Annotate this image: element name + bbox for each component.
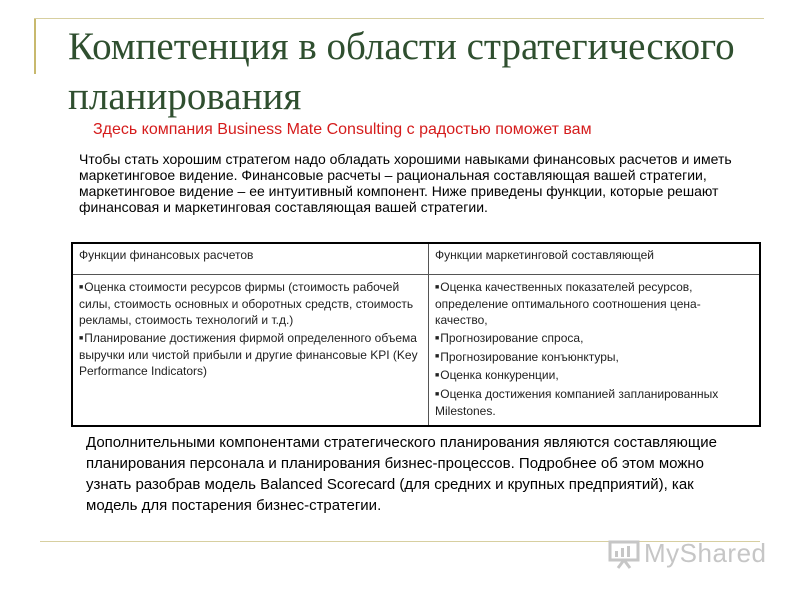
slide-subtitle: Здесь компания Business Mate Consulting с радостью поможет вам — [93, 121, 592, 138]
table-row — [72, 275, 760, 427]
bullet-icon: ■ — [79, 334, 84, 342]
presentation-board-icon — [608, 539, 640, 569]
bullet-icon: ■ — [435, 334, 440, 342]
list-item: ■Оценка достижения компанией запланированных Milestones. — [435, 387, 719, 419]
watermark-logo — [608, 538, 767, 569]
footer-paragraph: Дополнительными компонентами стратегического планирования являются составляющие планирования персонала и планирования бизнес-процессов. Подробнее об этом можно узнать разобрав модель Balanced Scorecard (для средних и крупных предприятий), как модель для постарения бизнес-стратегии. — [86, 434, 717, 514]
financial-functions-cell — [72, 275, 429, 427]
list-item: ■Оценка стоимости ресурсов фирмы (стоимость рабочей силы, стоимость основных и оборотных средств, стоимость рекламы, стоимость технологий и т.д.) — [79, 280, 414, 327]
list-item: ■Оценка качественных показателей ресурсов, определение оптимального соотношения цена-качество, — [435, 280, 701, 327]
list-item: ■Планирование достижения фирмой определенного объема выручки или чистой прибыли и другие финансовые KPI (Key Performance Indicators) — [79, 330, 418, 378]
header-marketing: Функции маркетинговой составляющей — [429, 243, 761, 275]
table-header-row — [72, 243, 760, 275]
marketing-functions-cell — [429, 275, 761, 427]
bullet-icon: ■ — [435, 283, 440, 291]
bullet-icon: ■ — [435, 391, 440, 399]
logo-text: MyShared — [644, 538, 767, 568]
list-item: ■Оценка конкуренции, — [435, 368, 559, 383]
decorative-vertical-line — [34, 18, 36, 74]
functions-table — [71, 242, 761, 427]
header-financial: Функции финансовых расчетов — [72, 243, 429, 275]
bullet-icon: ■ — [79, 283, 84, 291]
bullet-icon: ■ — [435, 372, 440, 380]
bullet-icon: ■ — [435, 353, 440, 361]
intro-paragraph: Чтобы стать хорошим стратегом надо обладать хорошими навыками финансовых расчетов и иметь маркетинговое видение. Финансовые расчеты – рациональная составляющая вашей стратегии, маркетинговое видение – ее интуитивный компонент. Ниже приведены функции, которые решают финансовая и маркетинговая составляющая вашей стратегии. — [79, 151, 732, 215]
list-item: ■Прогнозирование конъюнктуры, — [435, 349, 619, 364]
list-item: ■Прогнозирование спроса, — [435, 330, 584, 345]
slide-title: Компетенция в области стратегического планирования — [68, 25, 735, 118]
decorative-top-line — [34, 18, 764, 19]
